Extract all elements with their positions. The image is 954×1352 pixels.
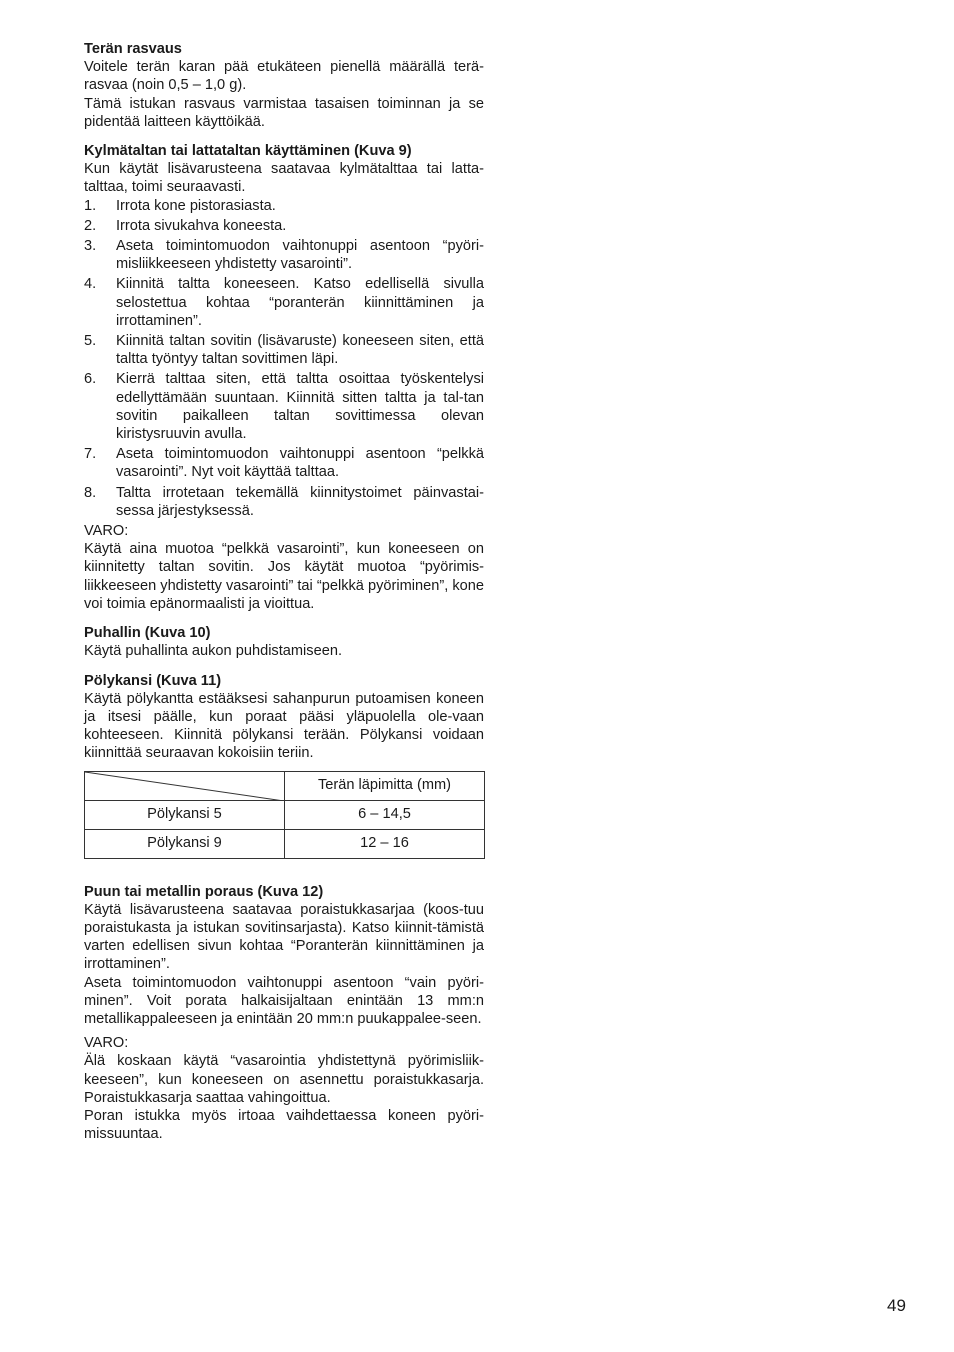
list-item: 2. Irrota sivukahva koneesta.	[84, 217, 287, 234]
section-title: Puun tai metallin poraus (Kuva 12)	[84, 883, 324, 900]
list-item: 1. Irrota kone pistorasiasta.	[84, 197, 276, 214]
paragraph: Kun käytät lisävarusteena saatavaa kylmätalttaa tai latta-talttaa, toimi seuraavasti.	[84, 161, 484, 196]
table-cell: 12 – 16	[285, 829, 485, 858]
table-row	[85, 829, 485, 858]
dust-cover-table	[84, 771, 485, 859]
section-title: Kylmätaltan tai lattataltan käyttäminen (Kuva 9)	[84, 143, 412, 160]
list-item: 3. Aseta toimintomuodon vaihtonuppi asentoon “pyöri-misliikkeeseen yhdistetty vasarointi”.	[84, 238, 484, 273]
list-item: 8. Taltta irrotetaan tekemällä kiinnitystoimet päinvastai-sessa järjestyksessä.	[84, 484, 484, 519]
paragraph: Käytä puhallinta aukon puhdistamiseen.	[84, 643, 342, 660]
list-item: 6. Kierrä talttaa siten, että taltta osoittaa työskentelysi edellyttämään suuntaan. Kiinnitä sitten taltta ja tal-tan sovitin paikalleen taltan sovittimessa olevan kiristysruuvin avulla.	[84, 371, 484, 443]
diagonal-line	[85, 772, 284, 801]
table-cell: Pölykansi 9	[85, 829, 285, 858]
caution-text: Käytä aina muotoa “pelkkä vasarointi”, kun koneeseen on kiinnitetty taltan sovitin. Jos käytät muotoa “pyörimis-liikkeeseen yhdistetty vasarointi” tai “pelkkä pyöriminen”, kone voi toimia epänormaalisti ja vioittua.	[84, 541, 484, 612]
table-cell: 6 – 14,5	[285, 800, 485, 829]
paragraph: Käytä lisävarusteena saatavaa poraistukkasarjaa (koos-tuu poraistukasta ja istukan sovitinsarjasta). Katso kiinnit-tämistä varten edellisen sivun kohtaa “Poranterän kiinnittäminen ja irrottaminen”.	[84, 901, 484, 973]
caution-label: VARO:	[84, 523, 129, 540]
table-corner-cell	[85, 771, 285, 800]
section-chisel-use	[84, 142, 484, 613]
paragraph: Aseta toimintomuodon vaihtonuppi asentoon “vain pyöri-minen”. Voit porata halkaisijaltaan enintään 13 mm:n metallikappaleeseen ja enintään 20 mm:n puukappalee-seen.	[84, 974, 484, 1027]
section-title: Terän rasvaus	[84, 41, 182, 57]
list-item: 4. Kiinnitä taltta koneeseen. Katso edellisellä sivulla selostettua kohtaa “poranterän kiinnittäminen ja irrottaminen”.	[84, 276, 484, 329]
section-title: Pölykansi (Kuva 11)	[84, 672, 222, 689]
list-item: 7. Aseta toimintomuodon vaihtonuppi asentoon “pelkkä vasarointi”. Nyt voit käyttää talttaa.	[84, 446, 484, 481]
caution-label: VARO:	[84, 1035, 129, 1052]
paragraph: Tämä istukan rasvaus varmistaa tasaisen toiminnan ja se pidentää laitteen käyttöikää.	[84, 95, 484, 130]
page-number: 49	[887, 1296, 906, 1315]
caution-text: Poran istukka myös irtoaa vaihdettaessa koneen pyöri-missuuntaa.	[84, 1107, 484, 1143]
table-header-row	[85, 771, 485, 800]
table-cell: Pölykansi 5	[85, 800, 285, 829]
section-title: Puhallin (Kuva 10)	[84, 625, 211, 642]
caution-text: Älä koskaan käytä “vasarointia yhdistettynä pyörimisliik-keeseen”, kun koneeseen on asennettu poraistukkasarja. Poraistukkasarja saattaa vahingoittua.	[84, 1053, 484, 1106]
table-header-cell: Terän läpimitta (mm)	[285, 771, 485, 800]
section-blade-greasing	[84, 40, 484, 131]
paragraph: Käytä pölykantta estääksesi sahanpurun putoamisen koneen ja itsesi päälle, kun poraat pääsi yläpuolella ole-vaan kohteeseen. Kiinnitä pölykansi terään. Pölykansi voidaan kiinnittää seuraavan kokoisiin teriin.	[84, 690, 484, 762]
table-row	[85, 800, 485, 829]
text-column	[84, 40, 484, 1143]
list-item: 5. Kiinnitä taltan sovitin (lisävaruste) koneeseen siten, että taltta työntyy taltan sovittimen läpi.	[84, 333, 484, 368]
section-blower	[84, 624, 484, 660]
paragraph: Voitele terän karan pää etukäteen pienellä määrällä terä-rasvaa (noin 0,5 – 1,0 g).	[84, 59, 484, 94]
step-list	[84, 197, 484, 520]
section-wood-metal-drilling	[84, 883, 484, 1144]
section-dust-cover	[84, 672, 484, 859]
